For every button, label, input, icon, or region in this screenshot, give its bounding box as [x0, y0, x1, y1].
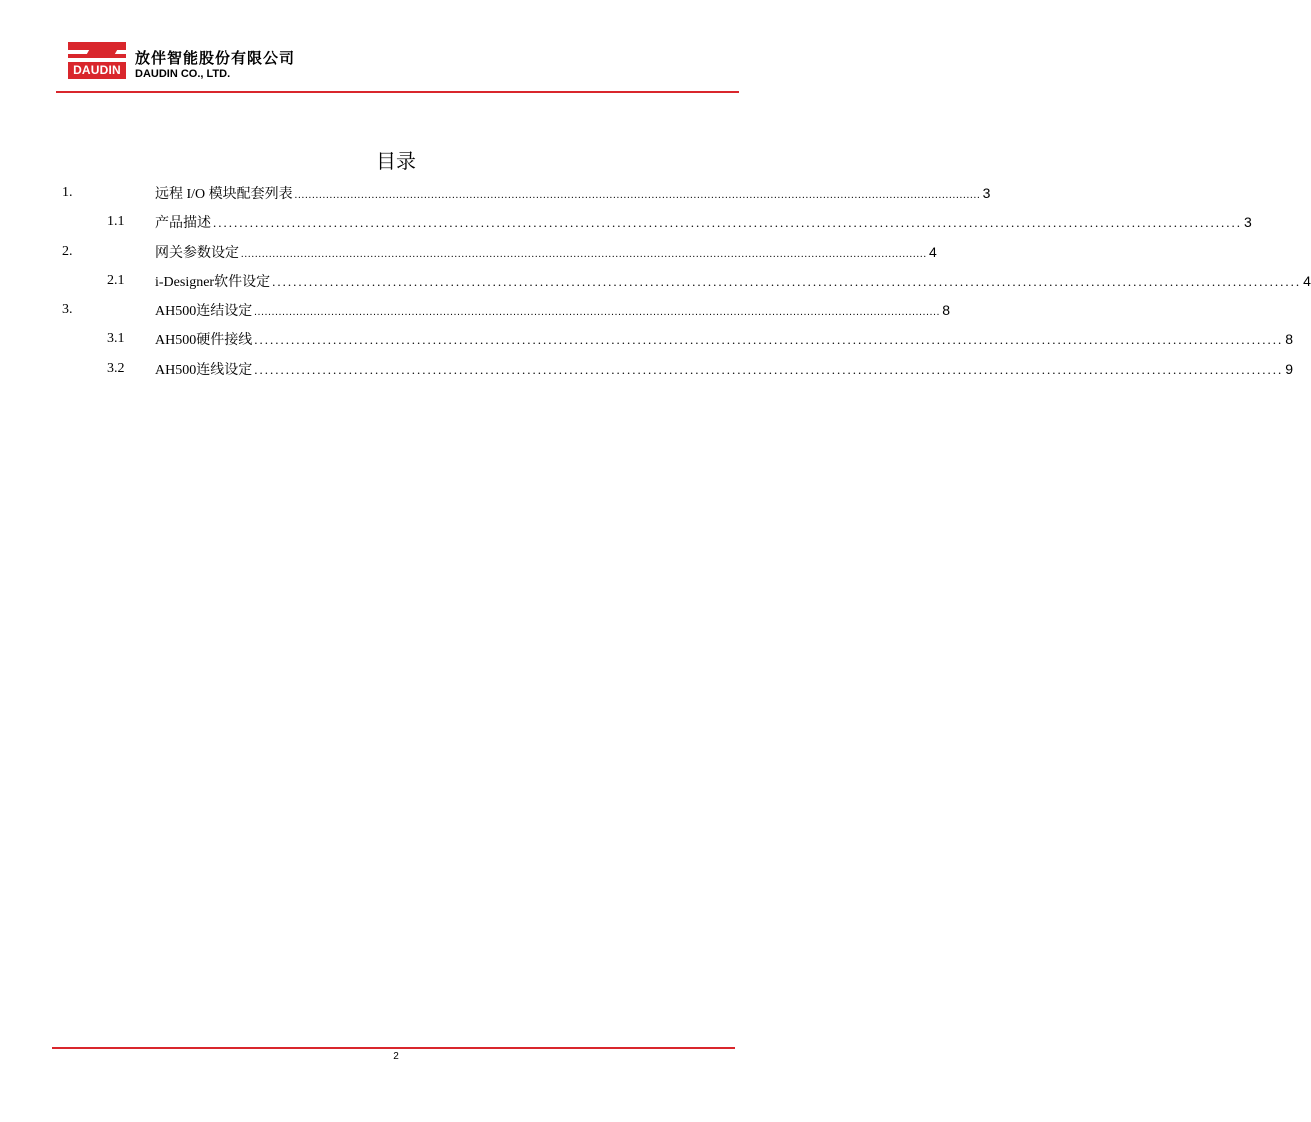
toc-entry-number: 1. — [62, 185, 73, 200]
toc-entry-number: 3. — [62, 302, 73, 318]
logo-text: DAUDIN — [68, 62, 126, 79]
toc-entry-page[interactable]: 9 — [1285, 360, 1294, 377]
toc-entry-page[interactable]: 4 — [1303, 272, 1311, 289]
toc-leader-dots: .................................................................................................................................................................................................... — [272, 273, 1302, 289]
toc-entry[interactable] — [62, 329, 1294, 358]
toc-entry-label[interactable]: AH500连线设定 — [155, 362, 253, 378]
toc-entry-label[interactable]: AH500硬件接线 — [155, 333, 253, 349]
toc-leader-dots: .................................................................................................................................................................................................... — [213, 215, 1242, 231]
toc-entry[interactable] — [62, 242, 937, 271]
page-header — [68, 40, 748, 92]
toc-entry[interactable] — [62, 359, 1294, 388]
toc-entry-label[interactable]: 网关参数设定 — [155, 245, 239, 261]
table-of-contents — [62, 183, 1311, 388]
toc-leader-dots: .................................................................................................................................................................................................... — [294, 190, 981, 201]
toc-leader-dots: .................................................................................................................................................................................................... — [254, 332, 1284, 348]
footer-divider — [52, 1047, 735, 1049]
company-name-chinese: 放伴智能股份有限公司 — [135, 49, 296, 67]
toc-entry-page[interactable]: 8 — [942, 302, 951, 319]
page-number: 2 — [393, 1051, 399, 1062]
toc-entry-number: 3.2 — [107, 360, 125, 376]
toc-entry[interactable] — [62, 271, 1311, 300]
toc-entry-number: 1.1 — [107, 214, 125, 230]
company-name-english: DAUDIN CO., LTD. — [135, 68, 231, 80]
toc-entry[interactable] — [62, 300, 951, 329]
toc-leader-dots: .................................................................................................................................................................................................... — [254, 361, 1284, 377]
toc-entry-page[interactable]: 3 — [1244, 214, 1252, 231]
toc-entry-label[interactable]: AH500连结设定 — [155, 304, 253, 320]
toc-entry-number: 3.1 — [107, 331, 125, 347]
toc-entry-number: 2.1 — [107, 272, 125, 288]
toc-entry-label[interactable]: 远程 I/O 模块配套列表 — [155, 187, 293, 202]
toc-leader-dots: .................................................................................................................................................................................................... — [254, 307, 941, 319]
daudin-logo — [68, 40, 128, 80]
toc-entry[interactable] — [62, 212, 1252, 241]
toc-entry[interactable] — [62, 183, 991, 212]
toc-entry-page[interactable]: 8 — [1285, 331, 1294, 348]
toc-entry-label[interactable]: 产品描述 — [155, 216, 211, 232]
toc-title: 目录 — [376, 149, 416, 173]
toc-entry-page[interactable]: 4 — [929, 243, 937, 260]
toc-entry-number: 2. — [62, 243, 73, 259]
toc-entry-page[interactable]: 3 — [982, 185, 991, 201]
toc-leader-dots: .................................................................................................................................................................................................... — [241, 248, 927, 260]
toc-entry-label[interactable]: i-Designer软件设定 — [155, 274, 271, 290]
header-divider — [56, 91, 739, 93]
